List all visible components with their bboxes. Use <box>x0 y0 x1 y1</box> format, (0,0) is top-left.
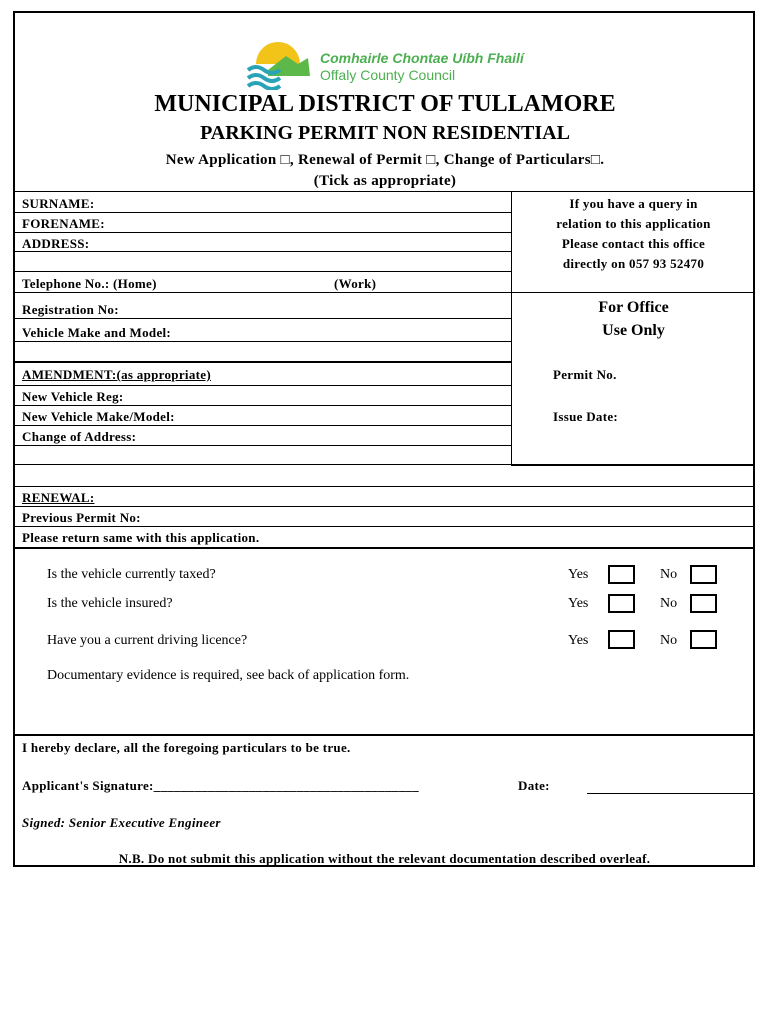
field-line <box>14 232 511 233</box>
field-line <box>14 486 755 487</box>
surname-label: SURNAME: <box>22 196 95 211</box>
evidence-note: Documentary evidence is required, see back of application form. <box>47 668 410 683</box>
page-title: MUNICIPAL DISTRICT OF TULLAMORE <box>154 91 616 117</box>
declaration-statement: I hereby declare, all the foregoing particulars to be true. <box>22 740 351 755</box>
vehicle-label: Vehicle Make and Model: <box>22 325 172 340</box>
field-line <box>14 526 755 527</box>
divider <box>511 292 755 293</box>
date-label: Date: <box>518 778 550 793</box>
previous-permit-label: Previous Permit No: <box>22 510 141 525</box>
field-line <box>14 341 511 342</box>
renewal-heading: RENEWAL: <box>22 490 95 505</box>
taxed-no-checkbox[interactable] <box>690 565 717 584</box>
section-divider <box>14 734 755 736</box>
yes-label: Yes <box>568 596 589 611</box>
office-heading-line2: Use Only <box>602 322 665 339</box>
logo-sun-shape <box>256 42 300 64</box>
council-logo-icon <box>246 40 316 90</box>
date-field[interactable] <box>587 793 754 794</box>
permit-no-label: Permit No. <box>553 367 617 382</box>
tick-note: (Tick as appropriate) <box>313 173 457 189</box>
divider <box>14 191 755 192</box>
question-taxed: Is the vehicle currently taxed? <box>47 567 216 582</box>
field-line <box>14 464 511 465</box>
forename-label: FORENAME: <box>22 216 105 231</box>
logo-irish-name: Comhairle Chontae Uíbh Fhailí <box>320 50 524 66</box>
divider <box>511 464 755 466</box>
query-phone: directly on 057 93 52470 <box>562 256 705 271</box>
new-vehicle-make-label: New Vehicle Make/Model: <box>22 409 175 424</box>
question-licence: Have you a current driving licence? <box>47 633 248 648</box>
address-label: ADDRESS: <box>22 236 90 251</box>
office-heading-line1: For Office <box>598 299 669 316</box>
section-divider <box>14 547 755 549</box>
field-line <box>14 271 511 272</box>
field-line <box>14 445 511 446</box>
query-text-line3: Please contact this office <box>561 236 706 251</box>
field-line <box>14 506 755 507</box>
logo-english-name: Offaly County Council <box>320 67 456 83</box>
return-note: Please return same with this application. <box>22 530 260 545</box>
new-vehicle-reg-label: New Vehicle Reg: <box>22 389 124 404</box>
signed-engineer-note: Signed: Senior Executive Engineer <box>22 815 221 830</box>
no-label: No <box>660 596 678 611</box>
telephone-work-label: (Work) <box>334 276 377 291</box>
application-type-options: New Application □, Renewal of Permit □, Change of Particulars□. <box>165 152 605 168</box>
no-label: No <box>660 567 678 582</box>
field-line <box>14 212 511 213</box>
telephone-home-label: Telephone No.: (Home) <box>22 276 157 291</box>
insured-no-checkbox[interactable] <box>690 594 717 613</box>
insured-yes-checkbox[interactable] <box>608 594 635 613</box>
field-line <box>14 292 511 293</box>
change-of-address-label: Change of Address: <box>22 429 137 444</box>
taxed-yes-checkbox[interactable] <box>608 565 635 584</box>
applicant-signature-field[interactable]: Applicant's Signature:_______________________________________ <box>22 778 419 793</box>
yes-label: Yes <box>568 567 589 582</box>
field-line <box>14 425 511 426</box>
question-insured: Is the vehicle insured? <box>47 596 173 611</box>
yes-label: Yes <box>568 633 589 648</box>
logo-wave-3 <box>248 83 280 89</box>
query-text-line1: If you have a query in <box>569 196 698 211</box>
nb-footer-note: N.B. Do not submit this application without the relevant documentation described overleaf. <box>118 851 651 866</box>
licence-no-checkbox[interactable] <box>690 630 717 649</box>
section-divider <box>14 361 511 363</box>
field-line <box>14 318 511 319</box>
no-label: No <box>660 633 678 648</box>
amendment-heading: AMENDMENT:(as appropriate) <box>22 367 211 382</box>
query-text-line2: relation to this application <box>556 216 711 231</box>
registration-label: Registration No: <box>22 302 119 317</box>
field-line <box>14 385 511 386</box>
licence-yes-checkbox[interactable] <box>608 630 635 649</box>
field-line <box>14 405 511 406</box>
page-subtitle: PARKING PERMIT NON RESIDENTIAL <box>200 122 570 144</box>
issue-date-label: Issue Date: <box>553 409 619 424</box>
